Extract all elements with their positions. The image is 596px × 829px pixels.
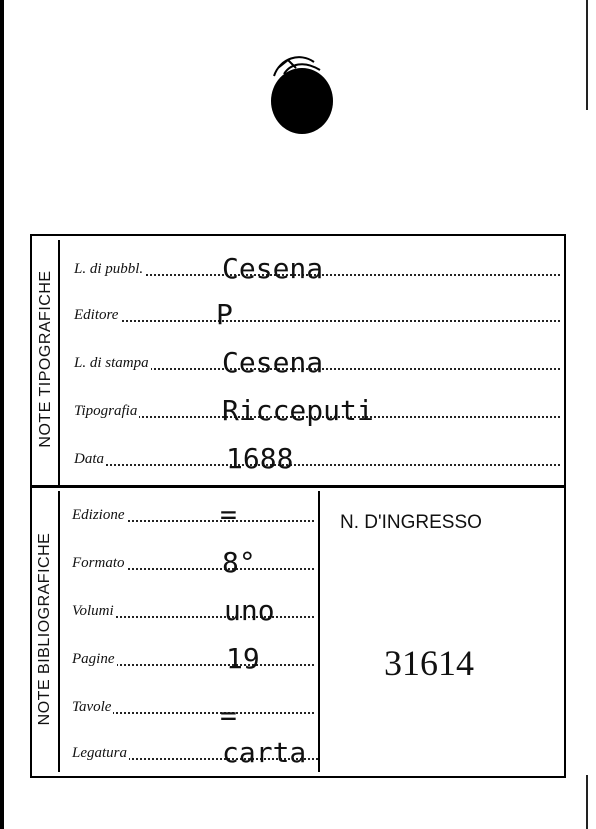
field-label: Legatura (72, 745, 128, 761)
field-label: L. di pubbl. (74, 261, 144, 277)
field-label: Edizione (72, 507, 125, 523)
field-label: L. di stampa (74, 355, 149, 371)
scan-edge-right-lower (586, 775, 588, 829)
field-pagine (72, 642, 314, 674)
field-volumi (72, 594, 314, 626)
section-heading-tipografiche: NOTE TIPOGRAFICHE (37, 270, 54, 448)
field-value: = (220, 699, 237, 732)
field-value: 8° (222, 546, 256, 579)
field-value: 1688 (226, 442, 294, 475)
field-label: Volumi (72, 603, 114, 619)
scan-edge-left (0, 0, 4, 829)
field-luogo-stampa (74, 346, 560, 378)
field-value: carta (222, 736, 307, 769)
field-luogo-pubblicazione (74, 252, 560, 284)
scan-edge-right (586, 0, 588, 110)
field-value: uno (224, 594, 275, 627)
field-value: P (216, 298, 233, 331)
field-edizione (72, 498, 314, 530)
field-editore (74, 298, 560, 330)
column-divider (318, 491, 320, 772)
dotted-line (74, 320, 560, 322)
field-value: Cesena (222, 346, 324, 379)
field-formato (72, 546, 314, 578)
punch-hole (271, 68, 333, 134)
field-tavole (72, 690, 314, 732)
field-label: Formato (72, 555, 125, 571)
field-label: Tavole (72, 699, 112, 715)
field-label: Editore (74, 307, 119, 323)
section-heading-bibliografiche: NOTE BIBLIOGRAFICHE (36, 532, 53, 726)
field-value: Ricceputi (222, 394, 374, 427)
field-label: Pagine (72, 651, 115, 667)
field-legatura (72, 736, 318, 768)
field-data (74, 442, 560, 474)
dotted-line (74, 464, 560, 466)
side-rule-top (58, 240, 60, 485)
field-tipografia (74, 394, 560, 426)
field-value: Cesena (222, 252, 324, 285)
field-label: Tipografia (74, 403, 138, 419)
field-value: = (220, 498, 237, 531)
section-divider (30, 485, 566, 488)
ingresso-number: 31614 (384, 643, 474, 683)
side-rule-bottom (58, 491, 60, 772)
ingresso-label: N. D'INGRESSO (340, 512, 482, 533)
field-label: Data (74, 451, 104, 467)
field-value: 19 (226, 642, 260, 675)
